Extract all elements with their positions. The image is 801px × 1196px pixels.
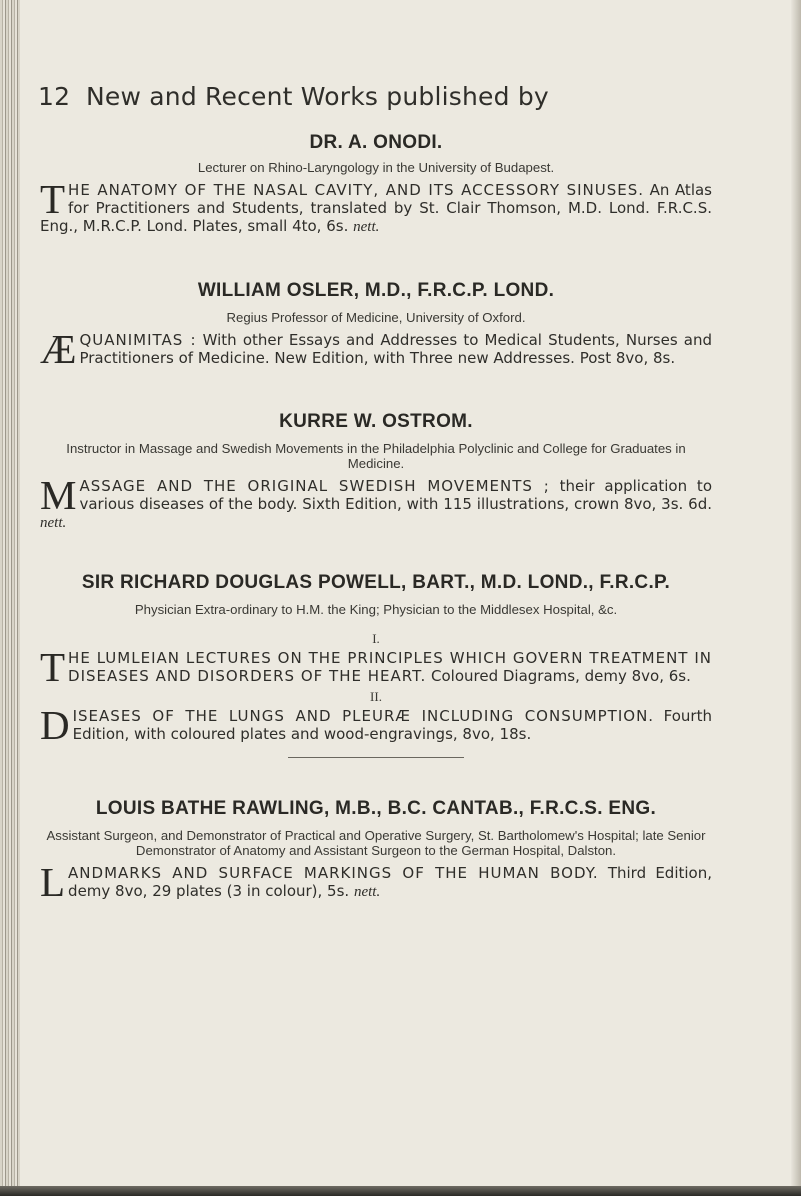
author-name: SIR RICHARD DOUGLAS POWELL, BART., M.D. LOND., F.R.C.P. bbox=[81, 572, 671, 593]
book-entry bbox=[40, 176, 712, 236]
author-section bbox=[40, 532, 712, 758]
drop-cap: Æ bbox=[40, 326, 77, 372]
book-title: HE ANATOMY OF THE NASAL CAVITY, AND ITS ACCESSORY SINUSES. bbox=[68, 181, 644, 199]
book-title: QUANIMITAS : bbox=[79, 331, 197, 349]
nett-label: nett. bbox=[40, 515, 67, 531]
running-title: New and Recent Works published by bbox=[86, 82, 549, 111]
book-entry bbox=[40, 644, 712, 690]
running-head bbox=[38, 82, 778, 111]
book-description: Fourth Edition, with coloured plates and wood-engravings, 8vo, 18s. bbox=[72, 707, 712, 743]
page-number: 12 bbox=[38, 82, 71, 111]
book-description: Third Edition, demy 8vo, 29 plates (3 in colour), 5s. bbox=[68, 864, 712, 900]
work-numeral: II. bbox=[370, 689, 382, 704]
book-entry bbox=[40, 702, 712, 748]
author-name: LOUIS BATHE RAWLING, M.B., B.C. CANTAB., F.R.C.S. ENG. bbox=[95, 798, 657, 819]
book-entry bbox=[40, 326, 712, 372]
page-bottom-shadow bbox=[0, 1186, 801, 1196]
page-edge-right bbox=[791, 0, 801, 1196]
author-name: KURRE W. OSTROM. bbox=[279, 411, 473, 432]
author-section bbox=[40, 236, 712, 372]
drop-cap: L bbox=[40, 859, 66, 905]
book-description: An Atlas for Practitioners and Students, translated by St. Clair Thomson, M.D. Lond. F.R.C.S. Eng., M.R.C.P. Lond. Plates, small 4to, 6s. bbox=[40, 181, 712, 235]
nett-label: nett. bbox=[353, 884, 381, 900]
drop-cap: T bbox=[40, 176, 66, 222]
book-binding-left bbox=[0, 0, 20, 1196]
book-entry bbox=[40, 472, 712, 532]
author-name: WILLIAM OSLER, M.D., F.R.C.P. LOND. bbox=[197, 280, 555, 301]
drop-cap: T bbox=[40, 644, 66, 690]
work-numeral: I. bbox=[372, 631, 380, 646]
author-affiliation: Regius Professor of Medicine, University of Oxford. bbox=[226, 310, 526, 325]
author-affiliation: Instructor in Massage and Swedish Movements in the Philadelphia Polyclinic and College for Graduates in Medicine. bbox=[66, 441, 686, 471]
book-description: Coloured Diagrams, demy 8vo, 6s. bbox=[426, 667, 691, 685]
author-affiliation: Assistant Surgeon, and Demonstrator of Practical and Operative Surgery, St. Bartholomew's Hospital; late Senior Demonstrator of Anatomy and Assistant Surgeon to the German Hospital, Dalston. bbox=[46, 828, 706, 858]
author-affiliation: Physician Extra-ordinary to H.M. the King; Physician to the Middlesex Hospital, &c. bbox=[134, 602, 618, 617]
drop-cap: M bbox=[40, 472, 77, 518]
drop-cap: D bbox=[40, 702, 70, 748]
author-section bbox=[40, 118, 712, 236]
book-description: their application to various diseases of the body. Sixth Edition, with 115 illustrations, crown 8vo, 3s. 6d. bbox=[79, 477, 712, 513]
author-name: DR. A. ONODI. bbox=[309, 132, 443, 153]
author-affiliation: Lecturer on Rhino-Laryngology in the University of Budapest. bbox=[197, 160, 555, 175]
book-title: ISEASES OF THE LUNGS AND PLEURÆ INCLUDING CONSUMPTION. bbox=[72, 707, 655, 725]
nett-label: nett. bbox=[353, 219, 380, 235]
book-description: With other Essays and Addresses to Medical Students, Nurses and Practitioners of Medicine. New Edition, with Three new Addresses. Post 8vo, 8s. bbox=[79, 331, 712, 367]
author-section bbox=[40, 367, 712, 532]
page-content bbox=[40, 118, 712, 905]
book-title: ASSAGE AND THE ORIGINAL SWEDISH MOVEMENTS ; bbox=[79, 477, 550, 495]
book-title: HE LUMLEIAN LECTURES ON THE PRINCIPLES WHICH GOVERN TREATMENT IN DISEASES AND DISORDERS OF THE HEART. bbox=[68, 649, 712, 685]
book-entry bbox=[40, 859, 712, 905]
book-title: ANDMARKS AND SURFACE MARKINGS OF THE HUMAN BODY. bbox=[68, 864, 599, 882]
author-section bbox=[40, 758, 712, 905]
